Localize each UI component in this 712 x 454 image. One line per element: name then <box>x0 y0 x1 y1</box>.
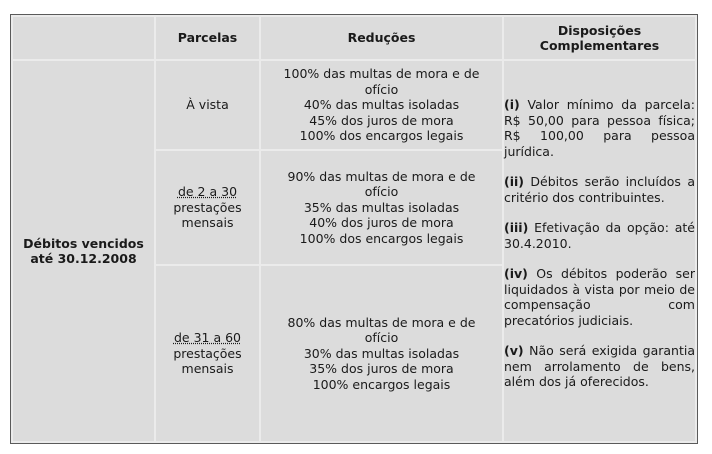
parcelas-line: mensais <box>181 215 234 231</box>
header-parcelas: Parcelas <box>156 17 259 59</box>
parcelas-line: de 31 a 60 <box>173 330 242 346</box>
reducao-line: 35% dos juros de mora <box>309 361 454 377</box>
parcelas-cell-2-30 <box>156 151 259 264</box>
disposicao-item <box>504 266 695 328</box>
disposicao-text: Valor mínimo da parcela: R$ 50,00 para pessoa física; R$ 100,00 para pessoa jurídica. <box>504 97 696 159</box>
parcelas-line: prestações <box>173 345 242 361</box>
disposicao-text: Efetivação da opção: até 30.4.2010. <box>504 220 695 251</box>
reducao-line: 100% dos encargos legais <box>299 128 464 144</box>
reducao-line: 45% dos juros de mora <box>309 112 454 128</box>
row-label-line: até 30.12.2008 <box>30 251 137 266</box>
installment-table <box>10 14 698 444</box>
header-reducoes: Reduções <box>261 17 502 59</box>
disposicoes-cell <box>504 61 695 441</box>
disposicao-text: Não será exigida garantia nem arrolamento de bens, além dos já oferecidos. <box>504 343 695 390</box>
disposicao-tag: (i) <box>504 97 520 113</box>
reducao-line: 35% das multas isoladas <box>303 199 460 215</box>
corner-header-cell <box>13 17 154 59</box>
parcelas-line: de 2 a 30 <box>177 184 238 200</box>
reducao-line: ofício <box>364 184 399 200</box>
reducao-line: ofício <box>364 330 399 346</box>
disposicao-tag: (iii) <box>504 220 529 236</box>
reducao-line: 90% das multas de mora e de <box>287 168 476 184</box>
reducoes-cell-2-30 <box>261 151 502 264</box>
header-disposicoes <box>504 17 695 59</box>
disposicao-tag: (ii) <box>504 174 524 190</box>
parcelas-cell-a-vista <box>156 61 259 149</box>
disposicao-item <box>504 97 695 159</box>
disposicao-item <box>504 220 695 251</box>
reducao-line: 100% encargos legais <box>312 376 451 392</box>
reducao-line: 40% das multas isoladas <box>303 97 460 113</box>
disposicao-text: Débitos serão incluídos a critério dos contribuintes. <box>504 174 695 205</box>
reducoes-cell-a-vista <box>261 61 502 149</box>
disposicao-item <box>504 174 695 205</box>
reducao-line: 100% dos encargos legais <box>299 230 464 246</box>
disposicao-item <box>504 343 695 390</box>
parcelas-line: À vista <box>186 97 229 113</box>
parcelas-line: prestações <box>173 199 242 215</box>
reducao-line: 30% das multas isoladas <box>303 345 460 361</box>
row-label-line: Débitos vencidos <box>23 235 144 251</box>
header-disposicoes-line: Disposições <box>557 22 642 38</box>
header-disposicoes-line: Complementares <box>539 38 660 53</box>
reducao-line: 100% das multas de mora e de <box>283 66 480 82</box>
reducoes-cell-31-60 <box>261 266 502 441</box>
reducao-line: 80% das multas de mora e de <box>287 314 476 330</box>
reducao-line: 40% dos juros de mora <box>309 215 454 231</box>
disposicao-text: Os débitos poderão ser liquidados à vista por meio de compensação com precatórios judiciais. <box>504 266 695 328</box>
disposicao-tag: (iv) <box>504 266 528 282</box>
parcelas-line: mensais <box>181 361 234 377</box>
parcelas-cell-31-60 <box>156 266 259 441</box>
reducao-line: ofício <box>364 81 399 97</box>
row-label-debitos <box>13 61 154 441</box>
disposicao-tag: (v) <box>504 343 524 359</box>
